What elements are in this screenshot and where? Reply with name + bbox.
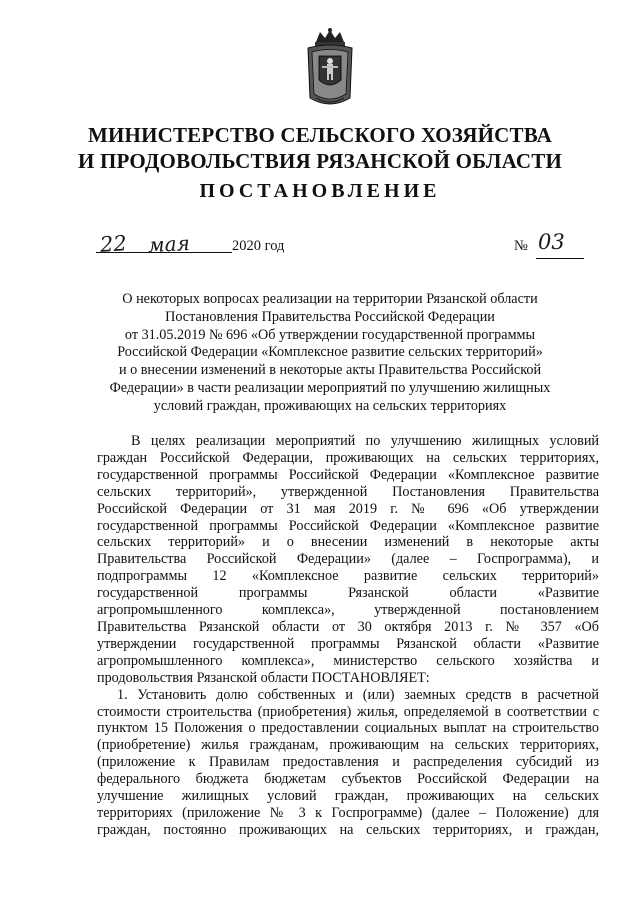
subject-line: Постановления Правительства Российской Федерации xyxy=(165,308,495,325)
body-line: стоимости строительства (приобретения) жилья, определяемой в соответствии с xyxy=(97,703,599,720)
subject-line: условий граждан, проживающих на сельских территориях xyxy=(153,397,507,414)
body-line: государственной программы Рязанской области «Развитие xyxy=(97,585,599,602)
ryazan-coat-of-arms-icon xyxy=(302,28,358,110)
body-line: граждан, постоянно проживающих на сельских территориях, и граждан, xyxy=(97,821,599,838)
subject-line: О некоторых вопросах реализации на территории Рязанской области xyxy=(122,291,538,307)
document-body xyxy=(97,433,599,839)
body-line: сельских территорий», утвержденной Постановления Правительства xyxy=(97,483,599,500)
document-type: ПОСТАНОВЛЕНИЕ xyxy=(199,180,441,202)
body-line: Правительства Рязанской области от 30 октября 2013 г. № 357 «Об xyxy=(97,618,599,635)
body-line: подпрограммы 12 «Комплексное развитие сельских территорий» xyxy=(97,568,599,585)
document-subject xyxy=(100,291,560,416)
body-line: агропромышленного комплекса», министерство сельского хозяйства и xyxy=(97,652,599,669)
document-date xyxy=(96,230,236,258)
body-line: Российской Федерации от 31 мая 2019 г. № 696 «Об утверждении xyxy=(97,500,599,517)
body-line: В целях реализации мероприятий по улучшению жилищных условий xyxy=(131,433,599,449)
body-line: пунктом 15 Положения о предоставлении социальных выплат на строительство xyxy=(97,720,599,737)
body-line: государственной программы Российской Федерации «Комплексное развитие xyxy=(97,517,599,534)
date-month: мая xyxy=(147,230,191,258)
date-day: 22 xyxy=(99,231,128,257)
ministry-line-2: И ПРОДОВОЛЬСТВИЯ РЯЗАНСКОЙ ОБЛАСТИ xyxy=(77,149,563,173)
subject-line: Российской Федерации «Комплексное развитие сельских территорий» xyxy=(117,344,543,361)
number-label: № xyxy=(514,238,528,254)
ministry-line-1: МИНИСТЕРСТВО СЕЛЬСКОГО ХОЗЯЙСТВА xyxy=(87,123,553,147)
body-line: Правительства Российской Федерации» (далее – Госпрограмма), и xyxy=(97,551,599,568)
body-line: агропромышленного комплекса», утвержденной постановлением xyxy=(97,602,599,619)
body-line: территориях (приложение № 3 к Госпрограмме) (далее – Положение) для xyxy=(97,804,599,821)
body-line: продовольствия Рязанской области ПОСТАНОВЛЯЕТ: xyxy=(97,669,430,686)
body-line: утверждении государственной программы Рязанской области «Развитие xyxy=(97,635,599,652)
number-underline xyxy=(536,258,584,259)
body-line: 1. Установить долю собственных и (или) заемных средств в расчетной xyxy=(117,686,599,703)
subject-line: от 31.05.2019 № 696 «Об утверждении государственной программы xyxy=(124,326,536,343)
date-underline xyxy=(96,252,232,253)
subject-line: Федерации» в части реализации мероприятий по улучшению жилищных xyxy=(109,379,551,396)
body-line: улучшение жилищных условий граждан, проживающих на сельских xyxy=(97,788,599,805)
subject-line: и о внесении изменений в некоторые акты Правительства Российской xyxy=(118,362,542,379)
body-line: федерального бюджета бюджетам субъектов Российской Федерации на xyxy=(97,771,599,788)
ministry-name xyxy=(0,122,640,174)
date-year: 2020 год xyxy=(232,238,285,254)
document-number: 03 xyxy=(538,230,565,254)
body-line: (приложение к Правилам предоставления и распределения субсидий из xyxy=(97,754,599,771)
body-line: сельских территорий» и о внесении изменений в некоторые акты xyxy=(97,534,599,551)
body-line: (приобретение) жилья гражданам, проживающим на сельских территориях, xyxy=(97,737,599,754)
body-line: граждан Российской Федерации, проживающих на сельских территориях, xyxy=(97,449,599,466)
body-line: государственной программы Российской Федерации «Комплексное развитие xyxy=(97,466,599,483)
